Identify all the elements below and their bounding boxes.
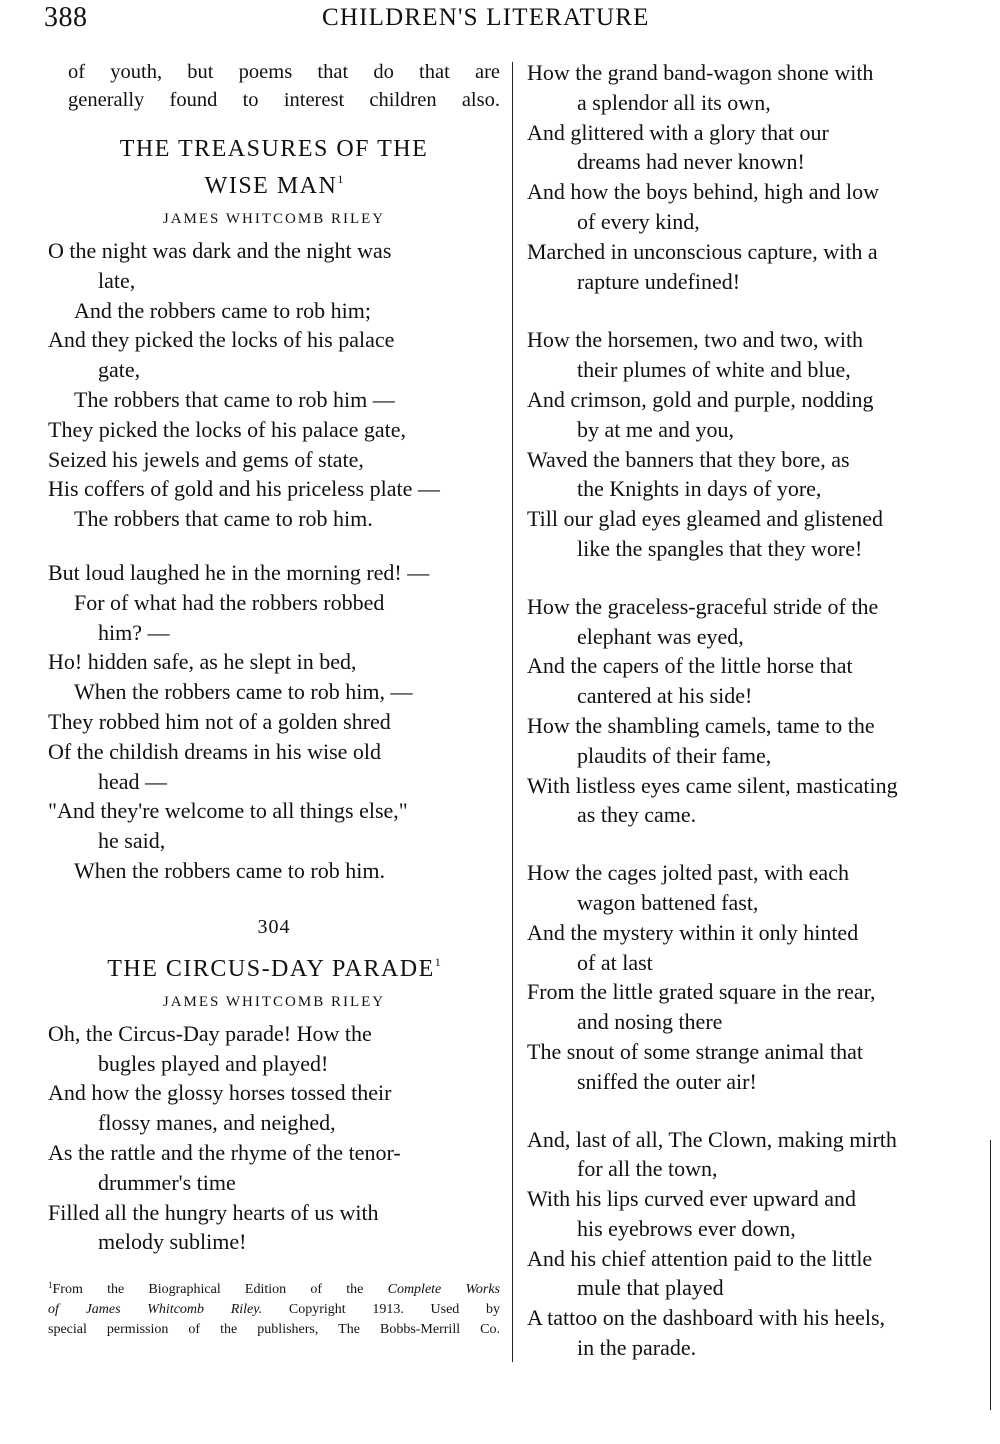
- stanza: [48, 1019, 500, 1257]
- verse-line: Ho! hidden safe, as he slept in bed,: [48, 649, 357, 675]
- verse-line: But loud laughed he in the morning red! —: [48, 559, 430, 585]
- poem-author: JAMES WHITCOMB RILEY: [162, 993, 386, 1010]
- footnote-line: $^1$From the Biographical Edition of the Complete Works: [48, 1280, 500, 1298]
- page-number: 388: [44, 2, 88, 33]
- verse-line: A tattoo on the dashboard with his heels, in the parade.: [527, 1305, 886, 1361]
- footnote-mark: 1: [434, 954, 441, 969]
- verse-line: For of what had the robbers robbed him? —: [74, 589, 385, 645]
- verse-line: And glittered with a glory that our dreams had never known!: [527, 119, 829, 175]
- column-rule: [512, 62, 513, 1362]
- verse-line: As the rattle and the rhyme of the tenor- drummer's time: [48, 1139, 401, 1195]
- stanza: [48, 236, 500, 534]
- verse-line: Marched in unconscious capture, with a rapture undefined!: [527, 238, 878, 294]
- verse-line: And crimson, gold and purple, nodding by at me and you,: [527, 386, 874, 442]
- running-title: CHILDREN'S LITERATURE: [322, 4, 650, 31]
- verse-line: From the little grated square in the rear, and nosing there: [527, 979, 876, 1035]
- poem-title-line: THE TREASURES OF THE: [119, 136, 429, 162]
- verse-line: "And they're welcome to all things else," he said,: [48, 798, 408, 854]
- verse-line: And how the glossy horses tossed their flossy manes, and neighed,: [48, 1080, 392, 1136]
- intro-paragraph: [48, 58, 500, 114]
- verse-line: Till our glad eyes gleamed and glistened like the spangles that they wore!: [527, 506, 884, 561]
- verse-line: The robbers that came to rob him —: [74, 386, 395, 412]
- verse-line: And the capers of the little horse that cantered at his side!: [527, 653, 853, 709]
- verse-line: How the horsemen, two and two, with their plumes of white and blue,: [527, 327, 864, 383]
- verse-line: With his lips curved ever upward and his eyebrows ever down,: [527, 1186, 857, 1241]
- verse-line: The snout of some strange animal that sniffed the outer air!: [527, 1038, 864, 1094]
- verse-line: Waved the banners that they bore, as the Knights in days of yore,: [527, 446, 850, 502]
- verse-line: O the night was dark and the night was late,: [48, 238, 392, 293]
- poem-title: [48, 134, 500, 201]
- verse-line: And they picked the locks of his palace gate,: [48, 327, 395, 383]
- verse-line: The robbers that came to rob him.: [74, 506, 373, 532]
- poem-author: JAMES WHITCOMB RILEY: [162, 211, 386, 227]
- left-column: [48, 58, 500, 1340]
- verse-line: And his chief attention paid to the little mule that played: [527, 1245, 873, 1301]
- footnote-mark: 1: [337, 172, 344, 186]
- stanza: [527, 325, 971, 563]
- verse-line: Seized his jewels and gems of state,: [48, 446, 364, 472]
- verse-line: Filled all the hungry hearts of us with melody sublime!: [48, 1199, 379, 1255]
- verse-line: They robbed him not of a golden shred: [48, 708, 391, 734]
- stanza: [527, 58, 971, 296]
- verse-line: Oh, the Circus-Day parade! How the bugles played and played!: [48, 1020, 372, 1076]
- verse-line: And, last of all, The Clown, making mirth for all the town,: [527, 1126, 897, 1182]
- verse-line: How the graceless-graceful stride of the elephant was eyed,: [527, 593, 879, 649]
- verse-line: They picked the locks of his palace gate,: [48, 416, 406, 442]
- footnote: [48, 1275, 500, 1340]
- verse-line: How the shambling camels, tame to the plaudits of their fame,: [527, 712, 875, 768]
- verse-line: How the grand band-wagon shone with a splendor all its own,: [527, 60, 874, 115]
- verse-line: When the robbers came to rob him, —: [74, 679, 413, 705]
- page-edge-line: [990, 1140, 991, 1410]
- poem-title-line: WISE MAN: [204, 173, 338, 199]
- stanza: [527, 1125, 971, 1363]
- stanza: [48, 558, 500, 886]
- verse-line: His coffers of gold and his priceless plate —: [48, 476, 440, 502]
- poem-title: [48, 947, 500, 984]
- footnote-line: of James Whitcomb Riley. Copyright 1913. Used by: [48, 1302, 500, 1318]
- verse-line: Of the childish dreams in his wise old head —: [48, 738, 382, 794]
- verse-line: And the robbers came to rob him;: [74, 297, 371, 323]
- footnote-line: special permission of the publishers, The Bobbs-Merrill Co.: [48, 1322, 500, 1338]
- verse-line: How the cages jolted past, with each wagon battened fast,: [527, 860, 849, 915]
- stanza: [527, 858, 971, 1096]
- right-column: [527, 58, 971, 1363]
- verse-line: And how the boys behind, high and low of every kind,: [527, 179, 879, 234]
- verse-line: With listless eyes came silent, masticating as they came.: [527, 772, 898, 828]
- stanza: [527, 592, 971, 830]
- verse-line: And the mystery within it only hinted of at last: [527, 919, 859, 975]
- poem-number: 304: [257, 915, 291, 938]
- poem-title-line: THE CIRCUS-DAY PARADE: [107, 955, 435, 982]
- intro-line: of youth, but poems that do that are: [68, 61, 500, 83]
- verse-line: When the robbers came to rob him.: [74, 857, 385, 883]
- intro-line: generally found to interest children also.: [68, 89, 500, 111]
